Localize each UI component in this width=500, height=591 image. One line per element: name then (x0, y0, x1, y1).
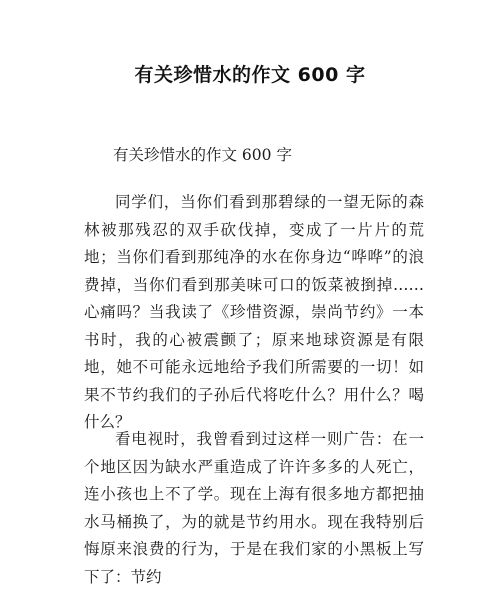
page-title: 有关珍惜水的作文 600 字 (134, 64, 366, 86)
essay-subtitle: 有关珍惜水的作文 600 字 (113, 146, 292, 164)
paragraph-2: 看电视时，我曾看到过这样一则广告：在一个地区因为缺水严重造成了许许多多的人死亡，连小孩也上不了学。现在上海有很多地方都把抽水马桶换了，为的就是节约用水。现在我特别后悔原来浪费的行为，于是在我们家的小黑板上写下了：节约 (84, 430, 424, 586)
paragraph-1: 同学们，当你们看到那碧绿的一望无际的森林被那残忍的双手砍伐掉，变成了一片片的荒地；当你们看到那纯净的水在你身边“哗哗”的浪费掉，当你们看到那美味可口的饭菜被捯掉……心痛吗？当我读了《珍惜资源，崇尚节约》一本书时，我的心被震颤了；原来地球资源是有限地，她不可能永远地给予我们所需要的一切！如果不节约我们的子孙后代将吃什么？用什么？喝什么？ (84, 193, 424, 431)
